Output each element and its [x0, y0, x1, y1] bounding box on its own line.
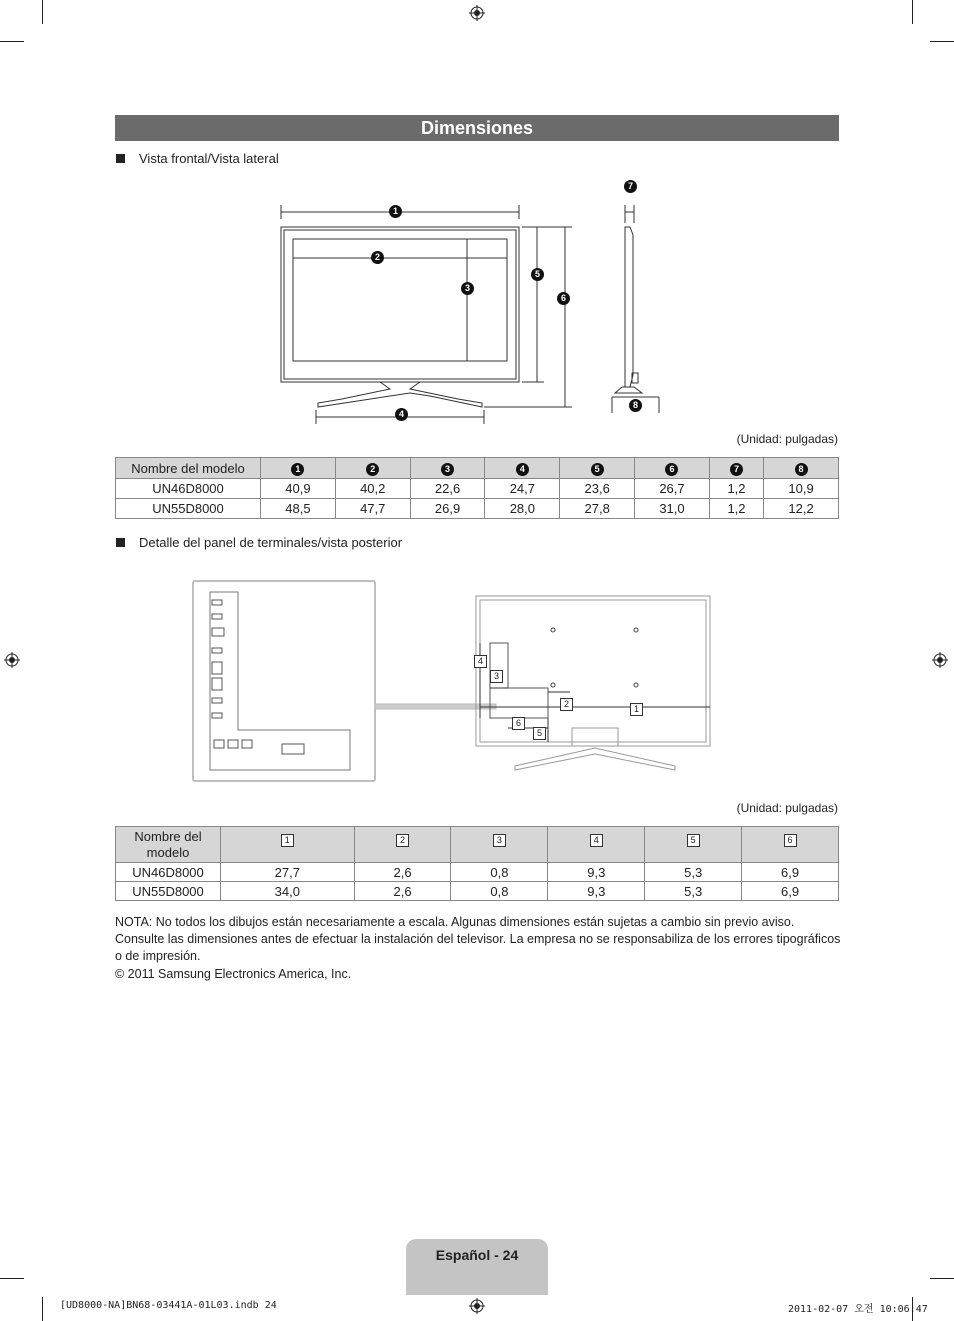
table-cell: UN55D8000: [116, 499, 261, 519]
terminal-panel-diagram: [190, 578, 720, 786]
table-header: 8: [764, 458, 839, 479]
table-cell: 12,2: [764, 499, 839, 519]
table-cell: 5,3: [645, 863, 742, 882]
note-label: NOTA: [115, 915, 149, 929]
table-cell: 10,9: [764, 479, 839, 499]
dim-label-1: 1: [630, 703, 643, 716]
table-cell: 2,6: [354, 863, 451, 882]
table-row: [116, 882, 839, 901]
table-cell: 40,9: [261, 479, 336, 499]
table-header: 6: [635, 458, 710, 479]
registration-mark-icon: [469, 5, 485, 21]
table-cell: 26,7: [635, 479, 710, 499]
table-cell: 27,7: [221, 863, 355, 882]
table-header: 6: [742, 827, 839, 863]
note-text: : No todos los dibujos están necesariamente a escala. Algunas dimensiones están sujetas a cambio sin previo aviso. Consulte las dimensiones antes de efectuar la instalación del televisor. La empresa no se responsabiliza de los errores tipográficos o de impresión.: [115, 915, 841, 963]
section-front-side-view: Vista frontal/Vista lateral: [116, 151, 279, 166]
table-header: 5: [560, 458, 635, 479]
table-cell: 9,3: [548, 863, 645, 882]
dim-label-8: 8: [629, 399, 642, 412]
table-cell: 2,6: [354, 882, 451, 901]
registration-mark-icon: [4, 652, 20, 668]
dim-label-5: 5: [533, 727, 546, 740]
dim-label-3: 3: [461, 282, 474, 295]
table-header: 3: [451, 827, 548, 863]
table-cell: 28,0: [485, 499, 560, 519]
table-row: [116, 499, 839, 519]
crop-mark: [912, 0, 913, 24]
dim-label-3: 3: [490, 670, 503, 683]
crop-mark: [930, 1278, 954, 1279]
table-header: 1: [221, 827, 355, 863]
table-cell: 6,9: [742, 863, 839, 882]
table-header-row: [116, 458, 839, 479]
table-cell: 1,2: [709, 479, 763, 499]
table-cell: 0,8: [451, 882, 548, 901]
dim-label-4: 4: [474, 655, 487, 668]
table-cell: 24,7: [485, 479, 560, 499]
table-header: 2: [335, 458, 410, 479]
dimensions-table-front: [115, 457, 839, 519]
table-cell: 31,0: [635, 499, 710, 519]
dim-label-1: 1: [389, 205, 402, 218]
section-terminal-panel: Detalle del panel de terminales/vista posterior: [116, 535, 402, 550]
page-title: Dimensiones: [115, 115, 839, 141]
footer-timestamp: 2011-02-07 오전 10:06:47: [788, 1304, 928, 1315]
table-header: 7: [709, 458, 763, 479]
table-cell: UN46D8000: [116, 863, 221, 882]
table-cell: 27,8: [560, 499, 635, 519]
unit-label: (Unidad: pulgadas): [736, 432, 838, 446]
table-cell: 48,5: [261, 499, 336, 519]
table-cell: 0,8: [451, 863, 548, 882]
dim-label-6: 6: [512, 717, 525, 730]
table-header: 5: [645, 827, 742, 863]
front-side-view-diagram: [270, 175, 680, 430]
bullet-square-icon: [116, 538, 125, 547]
table-header: 1: [261, 458, 336, 479]
table-row: [116, 479, 839, 499]
unit-label: (Unidad: pulgadas): [736, 801, 838, 815]
footer-file-info: [UD8000-NA]BN68-03441A-01L03.indb 24: [60, 1300, 277, 1311]
table-cell: 9,3: [548, 882, 645, 901]
dim-label-5: 5: [531, 268, 544, 281]
dim-label-6: 6: [557, 292, 570, 305]
table-cell: 47,7: [335, 499, 410, 519]
registration-mark-icon: [932, 652, 948, 668]
table-cell: 26,9: [410, 499, 485, 519]
table-cell: UN55D8000: [116, 882, 221, 901]
dim-label-2: 2: [560, 698, 573, 711]
table-header-row: [116, 827, 839, 863]
dimensions-table-terminal: [115, 826, 839, 901]
table-header: Nombre del modelo: [116, 458, 261, 479]
table-header: 4: [548, 827, 645, 863]
table-cell: 5,3: [645, 882, 742, 901]
crop-mark: [0, 1278, 24, 1279]
crop-mark: [0, 41, 24, 42]
table-cell: 1,2: [709, 499, 763, 519]
table-cell: 22,6: [410, 479, 485, 499]
dim-label-4: 4: [395, 408, 408, 421]
bullet-square-icon: [116, 154, 125, 163]
table-row: [116, 863, 839, 882]
table-header: 3: [410, 458, 485, 479]
crop-mark: [930, 41, 954, 42]
crop-mark: [42, 0, 43, 24]
crop-mark: [42, 1297, 43, 1321]
table-cell: 40,2: [335, 479, 410, 499]
page-number-tab: Español - 24: [406, 1239, 548, 1295]
table-cell: 23,6: [560, 479, 635, 499]
table-cell: UN46D8000: [116, 479, 261, 499]
table-header: Nombre del modelo: [116, 827, 221, 863]
copyright: © 2011 Samsung Electronics America, Inc.: [115, 967, 352, 981]
table-cell: 34,0: [221, 882, 355, 901]
table-header: 2: [354, 827, 451, 863]
table-header: 4: [485, 458, 560, 479]
note-paragraph: [115, 914, 845, 965]
table-cell: 6,9: [742, 882, 839, 901]
dim-label-2: 2: [371, 251, 384, 264]
registration-mark-icon: [469, 1298, 485, 1314]
dim-label-7: 7: [624, 180, 637, 193]
